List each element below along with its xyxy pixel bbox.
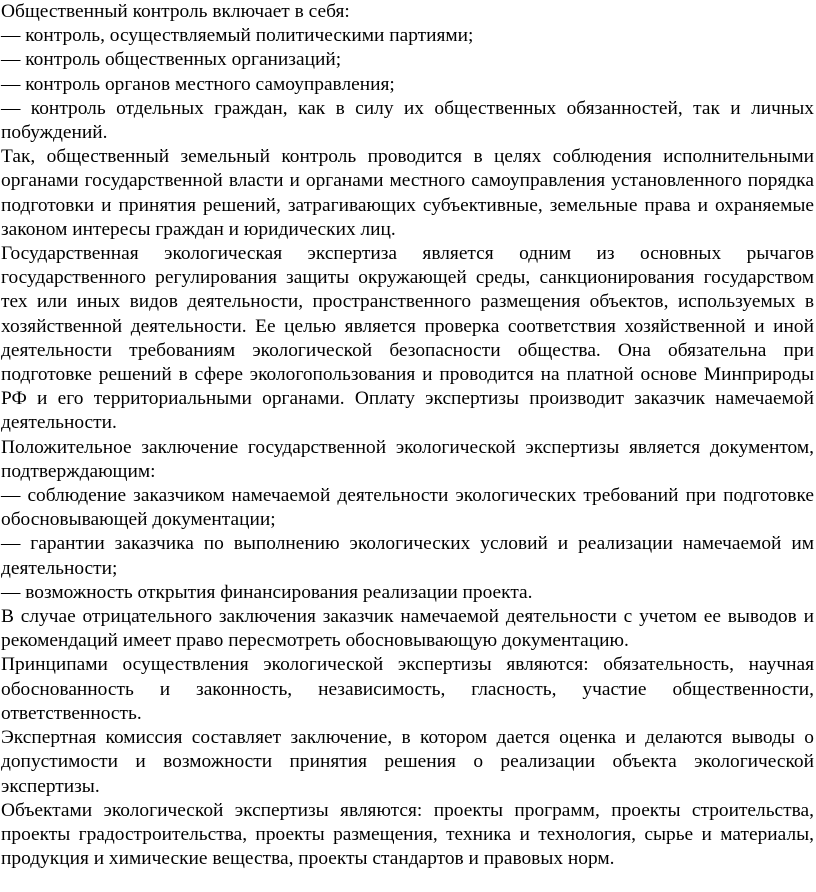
list-item-financing: — возможность открытия финансирования реализации проекта.: [1, 581, 533, 603]
paragraph-negative-conclusion: В случае отрицательного заключения заказчик намечаемой деятельности с учетом ее выводов и рекомендаций имеет право пересмотреть обосновывающую документацию.: [1, 606, 814, 652]
paragraph-objects: Объектами экологической экспертизы являются: проекты программ, проекты строительства, проекты градостроительства, проекты размещения, техника и технология, сырье и материалы, продукция и химические вещества, проекты стандартов и правовых норм.: [1, 799, 814, 870]
paragraph-land-control: Так, общественный земельный контроль проводится в целях соблюдения исполнительными органами государственной власти и органами местного самоуправления установленного порядка подготовки и принятия решений, затрагивающих субъективные, земельные права и охраняемые законом интересы граждан и юридических лиц.: [1, 146, 814, 240]
list-item-political-parties: — контроль, осуществляемый политическими партиями;: [1, 25, 474, 47]
list-item-individual-citizens: — контроль отдельных граждан, как в силу их общественных обязанностей, так и личных побуждений.: [1, 97, 814, 144]
paragraph-intro: Общественный контроль включает в себя:: [1, 1, 350, 22]
list-item-public-organizations: — контроль общественных организаций;: [1, 49, 342, 71]
paragraph-principles: Принципами осуществления экологической экспертизы являются: обязательность, научная обоснованность и законность, независимость, гласность, участие общественности, ответственность.: [1, 654, 814, 724]
paragraph-state-expertise: Государственная экологическая экспертиза является одним из основных рычагов государственного регулирования защиты окружающей среды, санкционирования государством тех или иных видов деятельности, пространственного размещения объектов, используемых в хозяйственной деятельности. Ее целью является проверка соответствия хозяйственной и иной деятельности требованиям экологической безопасности общества. Она обязательна при подготовке решений в сфере экологопользования и проводится на платной основе Минприроды РФ и его территориальными органами. Оплату экспертизы производит заказчик намечаемой деятельности.: [1, 243, 814, 434]
paragraph-expert-commission: Экспертная комиссия составляет заключение, в котором дается оценка и делаются выводы о допустимости и возможности принятия решения о реализации объекта экологической экспертизы.: [1, 727, 814, 797]
list-item-compliance: — соблюдение заказчиком намечаемой деятельности экологических требований при подготовке обосновывающей документации;: [1, 485, 814, 531]
list-item-local-government: — контроль органов местного самоуправления;: [1, 73, 395, 95]
list-item-guarantees: — гарантии заказчика по выполнению экологических условий и реализации намечаемой им деятельности;: [1, 533, 814, 579]
paragraph-positive-conclusion: Положительное заключение государственной экологической экспертизы является документом, подтверждающим:: [1, 436, 814, 482]
